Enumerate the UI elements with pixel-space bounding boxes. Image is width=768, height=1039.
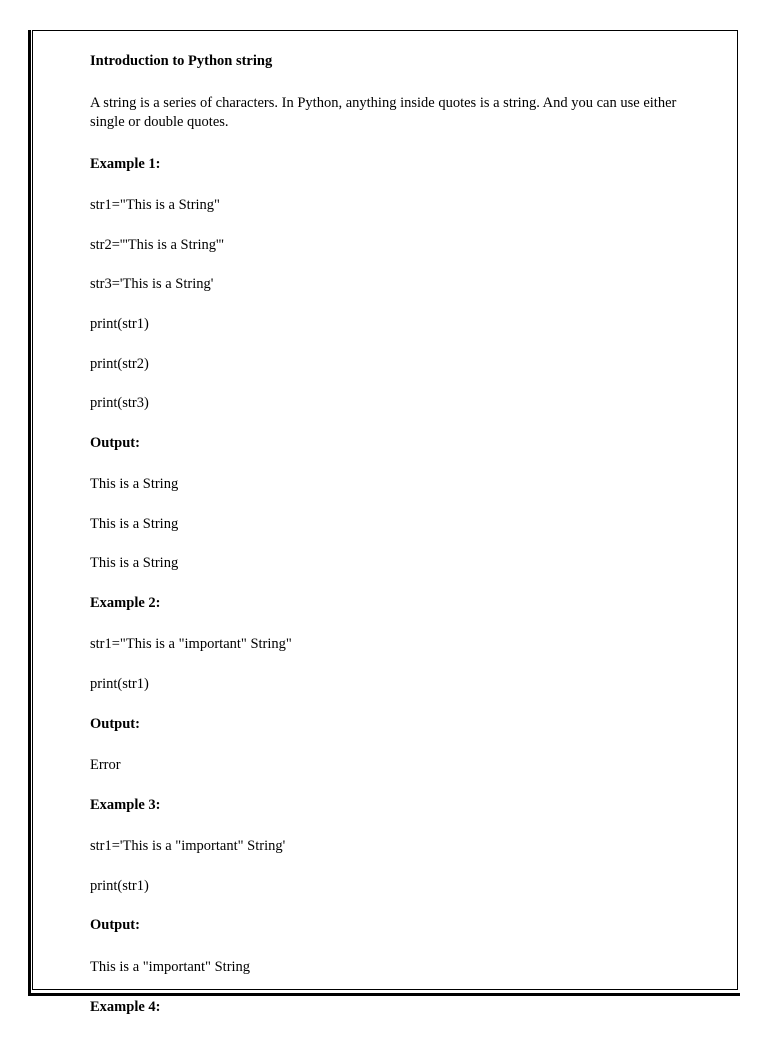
code-line: print(str1) <box>90 676 149 692</box>
output-line: Error <box>90 757 121 774</box>
code-line: str1="This is a "important" String" <box>90 636 292 653</box>
document-body <box>90 52 690 1039</box>
output-line: This is a String <box>90 476 179 493</box>
code-line: str2='''This is a String''' <box>90 236 224 253</box>
code-line: print(str3) <box>90 395 149 412</box>
output-line: This is a String <box>90 515 179 532</box>
output-line: This is a String <box>90 555 179 572</box>
paragraph-text: A string is a series of characters. In Python, anything inside quotes is a string. And you can use either single or double quotes. <box>90 94 677 131</box>
code-line: str1="This is a String" <box>90 197 220 214</box>
section-heading: Output: <box>90 917 140 934</box>
code-line: print(str1) <box>90 315 149 332</box>
section-heading: Introduction to Python string <box>90 53 273 69</box>
code-line: str1='This is a "important" String' <box>90 838 286 855</box>
page-left-rule <box>28 30 31 996</box>
section-heading: Example 4: <box>90 998 161 1015</box>
code-line: str3='This is a String' <box>90 276 214 293</box>
section-heading: Example 3: <box>90 796 161 813</box>
output-line: This is a "important" String <box>90 958 251 975</box>
code-line: print(str1) <box>90 877 149 894</box>
section-heading: Example 1: <box>90 155 161 172</box>
code-line: print(str2) <box>90 355 149 372</box>
section-heading: Example 2: <box>90 594 161 611</box>
section-heading: Output: <box>90 715 140 732</box>
section-heading: Output: <box>90 434 140 451</box>
